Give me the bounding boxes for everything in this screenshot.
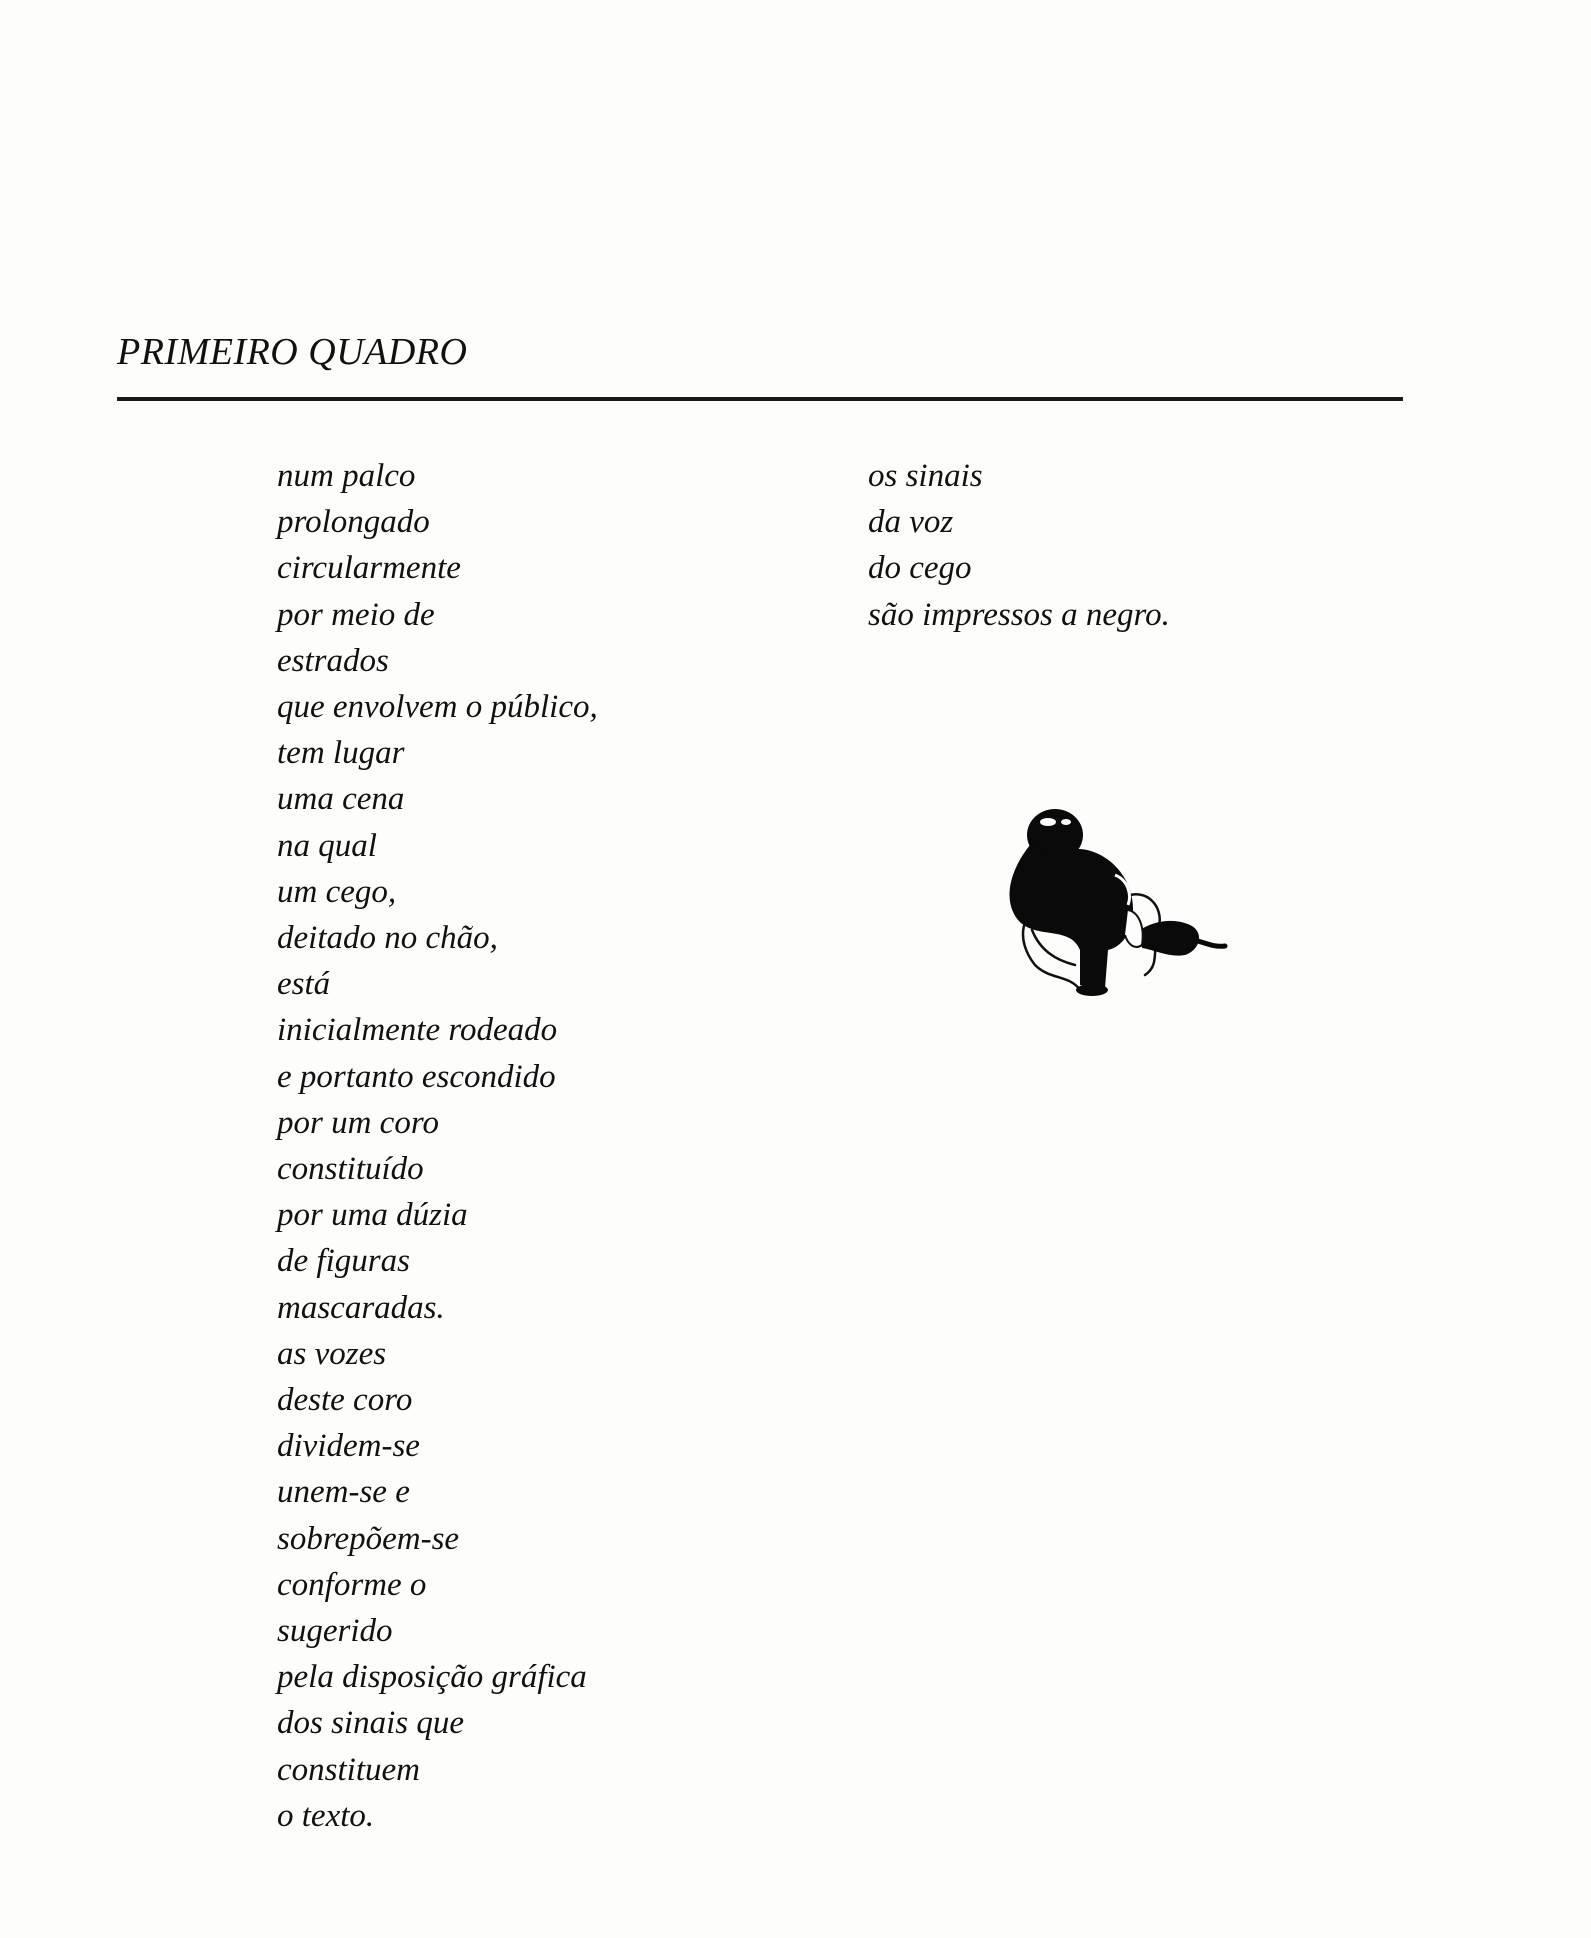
poem-line: que envolvem o público, xyxy=(277,689,598,726)
poem-line: num palco xyxy=(277,458,416,494)
poem-line: por um coro xyxy=(277,1104,439,1141)
crouching-blind-figure-icon xyxy=(980,800,1240,1000)
poem-line: os sinais xyxy=(868,458,983,494)
poem-line: inicialmente rodeado xyxy=(277,1012,558,1049)
poem-line: sobrepõem-se xyxy=(277,1520,460,1557)
poem-line: por uma dúzia xyxy=(277,1197,468,1234)
poem-line: mascaradas. xyxy=(277,1289,445,1326)
poem-line: constituem xyxy=(277,1751,420,1788)
poem-line: na qual xyxy=(277,827,377,864)
poem-line: estrados xyxy=(277,642,389,679)
poem-line: o texto. xyxy=(277,1797,375,1834)
poem-right-column xyxy=(868,453,1170,638)
poem-line: tem lugar xyxy=(277,735,405,772)
poem-line: conforme o xyxy=(277,1566,427,1603)
poem-line: unem-se e xyxy=(277,1474,410,1511)
title-divider xyxy=(117,397,1403,401)
poem-line: está xyxy=(277,966,331,1003)
poem-line: circularmente xyxy=(277,550,461,587)
poem-line: de figuras xyxy=(277,1243,410,1280)
poem-line: deste coro xyxy=(277,1382,413,1419)
poem-line: dividem-se xyxy=(277,1428,420,1465)
poem-line: uma cena xyxy=(277,781,405,818)
poem-line: e portanto escondido xyxy=(277,1058,556,1095)
poem-line: da voz xyxy=(868,504,954,541)
poem-line: pela disposição gráfica xyxy=(277,1659,587,1696)
poem-line: por meio de xyxy=(277,596,435,633)
section-title: PRIMEIRO QUADRO xyxy=(117,331,468,373)
poem-line: as vozes xyxy=(277,1335,387,1372)
poem-line: constituído xyxy=(277,1151,424,1188)
poem-line: dos sinais que xyxy=(277,1705,465,1742)
poem-line: um cego, xyxy=(277,873,397,910)
poem-line: prolongado xyxy=(277,504,430,541)
poem-left-column xyxy=(277,453,598,1839)
poem-line: sugerido xyxy=(277,1613,393,1650)
poem-line: são impressos a negro. xyxy=(868,596,1170,633)
poem-line: do cego xyxy=(868,550,972,587)
poem-line: deitado no chão, xyxy=(277,920,498,957)
